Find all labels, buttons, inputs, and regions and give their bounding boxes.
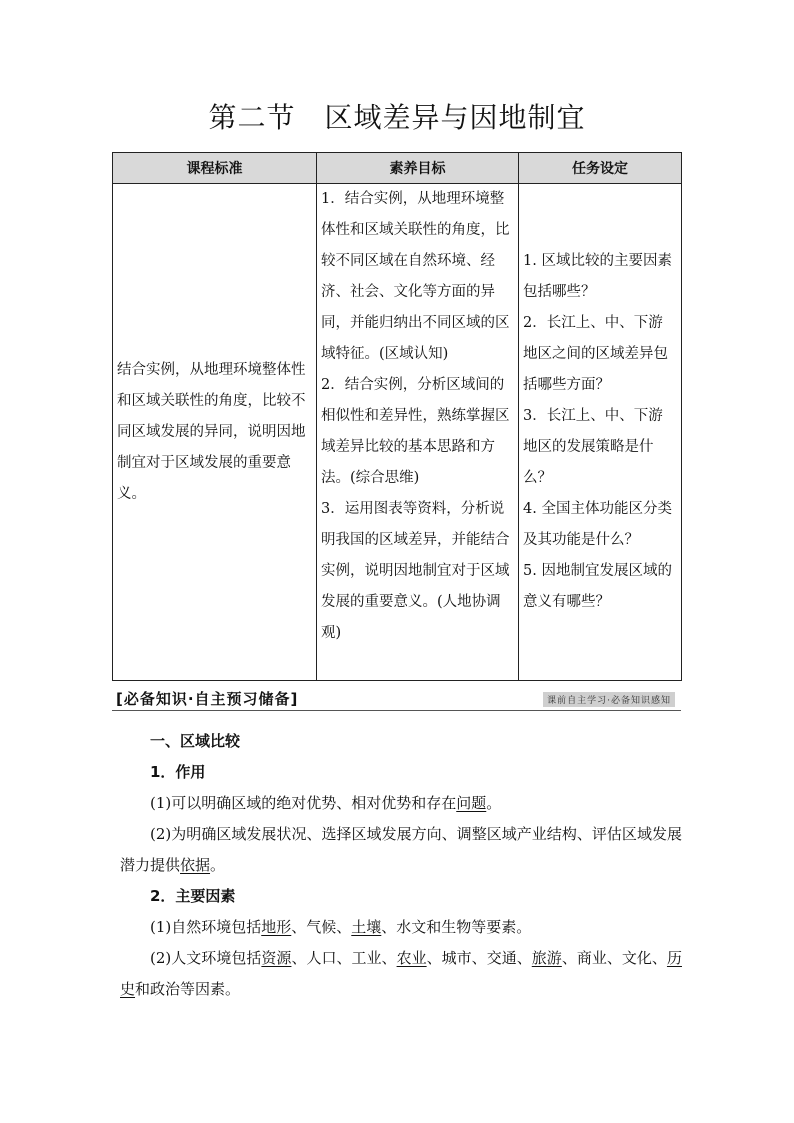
task-item-1: 1. 区域比较的主要因素包括哪些？ (523, 253, 672, 300)
heading-region-comparison: 一、区域比较 (150, 732, 241, 750)
paragraph-human-factors: (2)人文环境包括资源、人口、工业、农业、城市、交通、旅游、商业、文化、历史和政治等因素。 (120, 949, 682, 998)
section-bar (112, 688, 681, 711)
page-title: 第二节 区域差异与因地制宜 (208, 101, 586, 134)
course-standard-cell (113, 184, 317, 681)
header-standard: 课程标准 (113, 153, 317, 184)
section-tag: 课前自主学习·必备知识感知 (543, 692, 675, 707)
subheading-main-factors: 2．主要因素 (150, 887, 236, 905)
goal-item-1: 1．结合实例，从地理环境整体性和区域关联性的角度，比较不同区域在自然环境、经济、社会、文化等方面的异同，并能归纳出不同区域的区域特征。(区域认知) (321, 191, 510, 362)
answer-blank: 旅游 (531, 949, 562, 967)
answer-blank: 历史 (120, 949, 682, 998)
answer-blank: 农业 (396, 949, 427, 967)
paragraph-function-2: (2)为明确区域发展状况、选择区域发展方向、调整区域产业结构、评估区域发展潜力提供依据。 (120, 825, 682, 874)
task-item-3: 3．长江上、中、下游地区的发展策略是什么？ (523, 408, 663, 486)
literacy-goals-cell (317, 184, 519, 681)
task-item-5: 5. 因地制宜发展区域的意义有哪些？ (523, 563, 672, 610)
course-table (112, 152, 682, 681)
goal-item-2: 2．结合实例，分析区域间的相似性和差异性，熟练掌握区域差异比较的基本思路和方法。(综合思维) (321, 377, 510, 486)
answer-blank: 问题 (456, 794, 487, 812)
task-item-4: 4. 全国主体功能区分类及其功能是什么？ (523, 501, 672, 548)
header-goals: 素养目标 (317, 153, 519, 184)
content-body (120, 726, 682, 1005)
answer-blank: 资源 (261, 949, 292, 967)
course-standard-text: 结合实例，从地理环境整体性和区域关联性的角度，比较不同区域发展的异同，说明因地制宜对于区域发展的重要意义。 (117, 361, 306, 502)
answer-blank: 土壤 (351, 918, 382, 936)
header-tasks: 任务设定 (519, 153, 682, 184)
goal-item-3: 3．运用图表等资料，分析说明我国的区域差异，并能结合实例，说明因地制宜对于区域发展的重要意义。(人地协调观) (321, 501, 510, 641)
paragraph-function-1: (1)可以明确区域的绝对优势、相对优势和存在问题。 (150, 794, 502, 812)
subheading-function: 1．作用 (150, 763, 206, 781)
paragraph-natural-factors: (1)自然环境包括地形、气候、土壤、水文和生物等要素。 (150, 918, 532, 936)
answer-blank: 地形 (261, 918, 292, 936)
section-heading: [必备知识·自主预习储备] (116, 690, 299, 708)
task-settings-cell (519, 184, 682, 681)
task-item-2: 2．长江上、中、下游地区之间的区域差异包括哪些方面？ (523, 315, 668, 393)
answer-blank: 依据 (180, 856, 211, 874)
